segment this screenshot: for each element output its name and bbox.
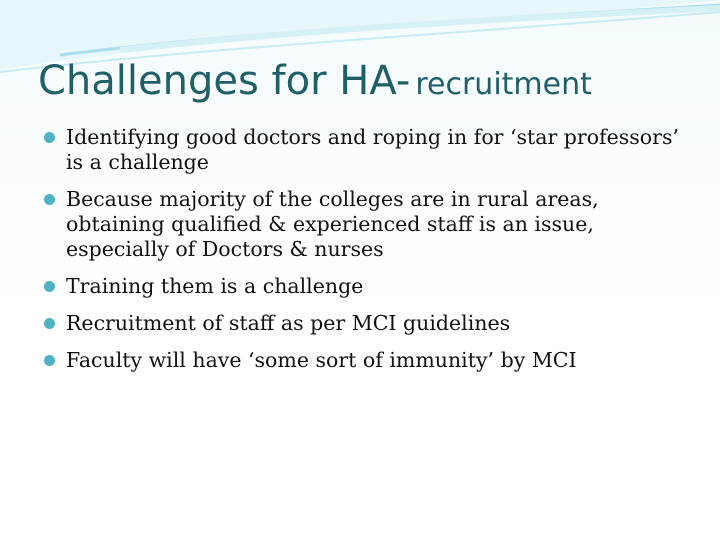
bullet-dot-icon xyxy=(44,318,55,329)
bullet-list xyxy=(44,125,694,385)
bullet-item xyxy=(44,348,694,373)
bullet-dot-icon xyxy=(44,132,55,143)
bullet-text: Training them is a challenge xyxy=(66,274,364,298)
bullet-item xyxy=(44,187,694,262)
bullet-dot-icon xyxy=(44,355,55,366)
bullet-item xyxy=(44,274,694,299)
bullet-text: Faculty will have ‘some sort of immunity’ by MCI xyxy=(66,348,577,372)
bullet-item xyxy=(44,311,694,336)
slide-title xyxy=(38,58,592,104)
bullet-dot-icon xyxy=(44,281,55,292)
slide-title-main: Challenges for HA- xyxy=(38,58,411,104)
bullet-item xyxy=(44,125,694,175)
slide-title-sub: recruitment xyxy=(415,67,592,102)
bullet-text: Because majority of the colleges are in rural areas, obtaining qualified & experienced staff is an issue, especially of Doctors & nurses xyxy=(66,187,599,261)
bullet-text: Identifying good doctors and roping in for ‘star professors’ is a challenge xyxy=(66,125,679,174)
bullet-text: Recruitment of staff as per MCI guidelines xyxy=(66,311,511,335)
bullet-dot-icon xyxy=(44,194,55,205)
